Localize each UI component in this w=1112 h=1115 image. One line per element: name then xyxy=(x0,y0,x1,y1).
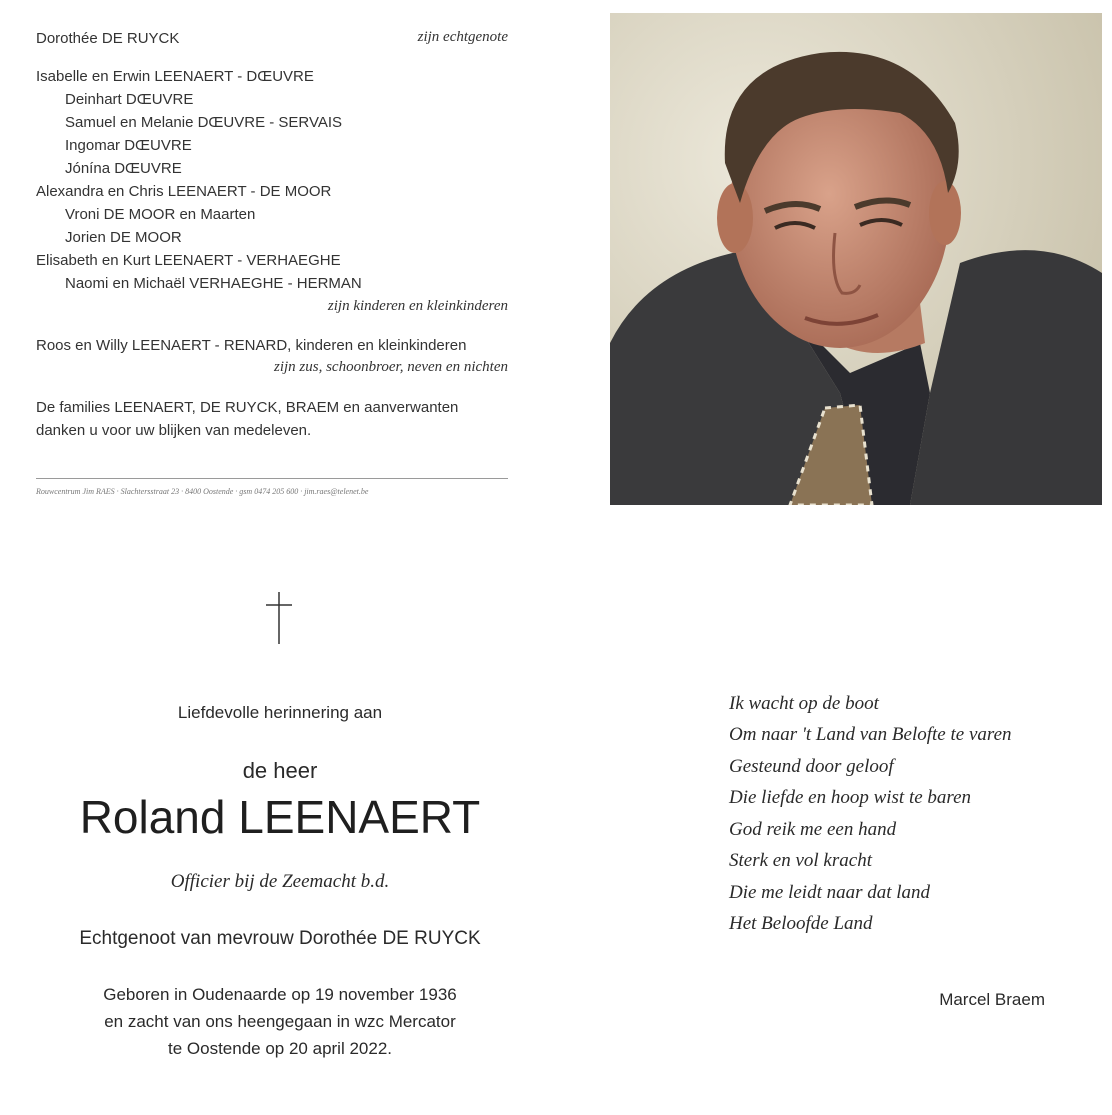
grandchild-line-1: Deinhart DŒUVRE xyxy=(65,91,194,108)
poem-line-4: Die liefde en hoop wist te baren xyxy=(729,787,972,808)
portrait-photo xyxy=(610,13,1102,505)
poem-line-3: Gesteund door geloof xyxy=(729,756,894,777)
poem-line-6: Sterk en vol kracht xyxy=(729,850,872,871)
child-line-2: Alexandra en Chris LEENAERT - DE MOOR xyxy=(36,183,332,200)
spouse-role: zijn echtgenote xyxy=(417,29,508,45)
funeral-home-footer: Rouwcentrum Jim RAES · Slachtersstraat 23 · 8400 Oostende · gsm 0474 205 600 · jim.raes@telenet.be xyxy=(36,487,369,496)
grandchild-line-3: Ingomar DŒUVRE xyxy=(65,137,192,154)
poem-author: Marcel Braem xyxy=(939,990,1045,1009)
thanks-line-2: danken u voor uw blijken van medeleven. xyxy=(36,422,312,439)
sister-line: Roos en Willy LEENAERT - RENARD, kinderen en kleinkinderen xyxy=(36,337,467,354)
deceased-rank: Officier bij de Zeemacht b.d. xyxy=(170,871,390,892)
memorial-title: de heer xyxy=(242,758,318,783)
death-line-1: en zacht van ons heengegaan in wzc Mercator xyxy=(104,1012,456,1031)
spouse-name: Dorothée DE RUYCK xyxy=(36,30,180,47)
grandchild-line-2: Samuel en Melanie DŒUVRE - SERVAIS xyxy=(65,114,343,131)
spouse-statement: Echtgenoot van mevrouw Dorothée DE RUYCK xyxy=(79,928,481,949)
footer-divider xyxy=(36,478,508,479)
thanks-line-1: De families LEENAERT, DE RUYCK, BRAEM en aanverwanten xyxy=(36,399,459,416)
deceased-name: Roland LEENAERT xyxy=(79,791,481,843)
poem-line-5: God reik me een hand xyxy=(729,819,897,840)
cross-icon xyxy=(264,590,294,646)
death-line-2: te Oostende op 20 april 2022. xyxy=(168,1039,392,1058)
birth-line: Geboren in Oudenaarde op 19 november 1936 xyxy=(103,985,457,1004)
child-line-1: Isabelle en Erwin LEENAERT - DŒUVRE xyxy=(36,68,314,85)
poem-line-8: Het Beloofde Land xyxy=(729,913,873,934)
portrait-icon xyxy=(610,13,1102,505)
grandchild-line-4: Jónína DŒUVRE xyxy=(65,160,182,177)
children-role: zijn kinderen en kleinkinderen xyxy=(327,298,508,314)
grandchild-line-6: Jorien DE MOOR xyxy=(65,229,182,246)
grandchild-line-7: Naomi en Michaël VERHAEGHE - HERMAN xyxy=(65,275,362,292)
memorial-intro: Liefdevolle herinnering aan xyxy=(177,703,383,722)
sister-role: zijn zus, schoonbroer, neven en nichten xyxy=(274,359,508,375)
poem-line-2: Om naar 't Land van Belofte te varen xyxy=(729,724,1012,745)
grandchild-line-5: Vroni DE MOOR en Maarten xyxy=(65,206,256,223)
poem-line-1: Ik wacht op de boot xyxy=(729,693,879,714)
poem-line-7: Die me leidt naar dat land xyxy=(729,882,931,903)
child-line-3: Elisabeth en Kurt LEENAERT - VERHAEGHE xyxy=(36,252,341,269)
